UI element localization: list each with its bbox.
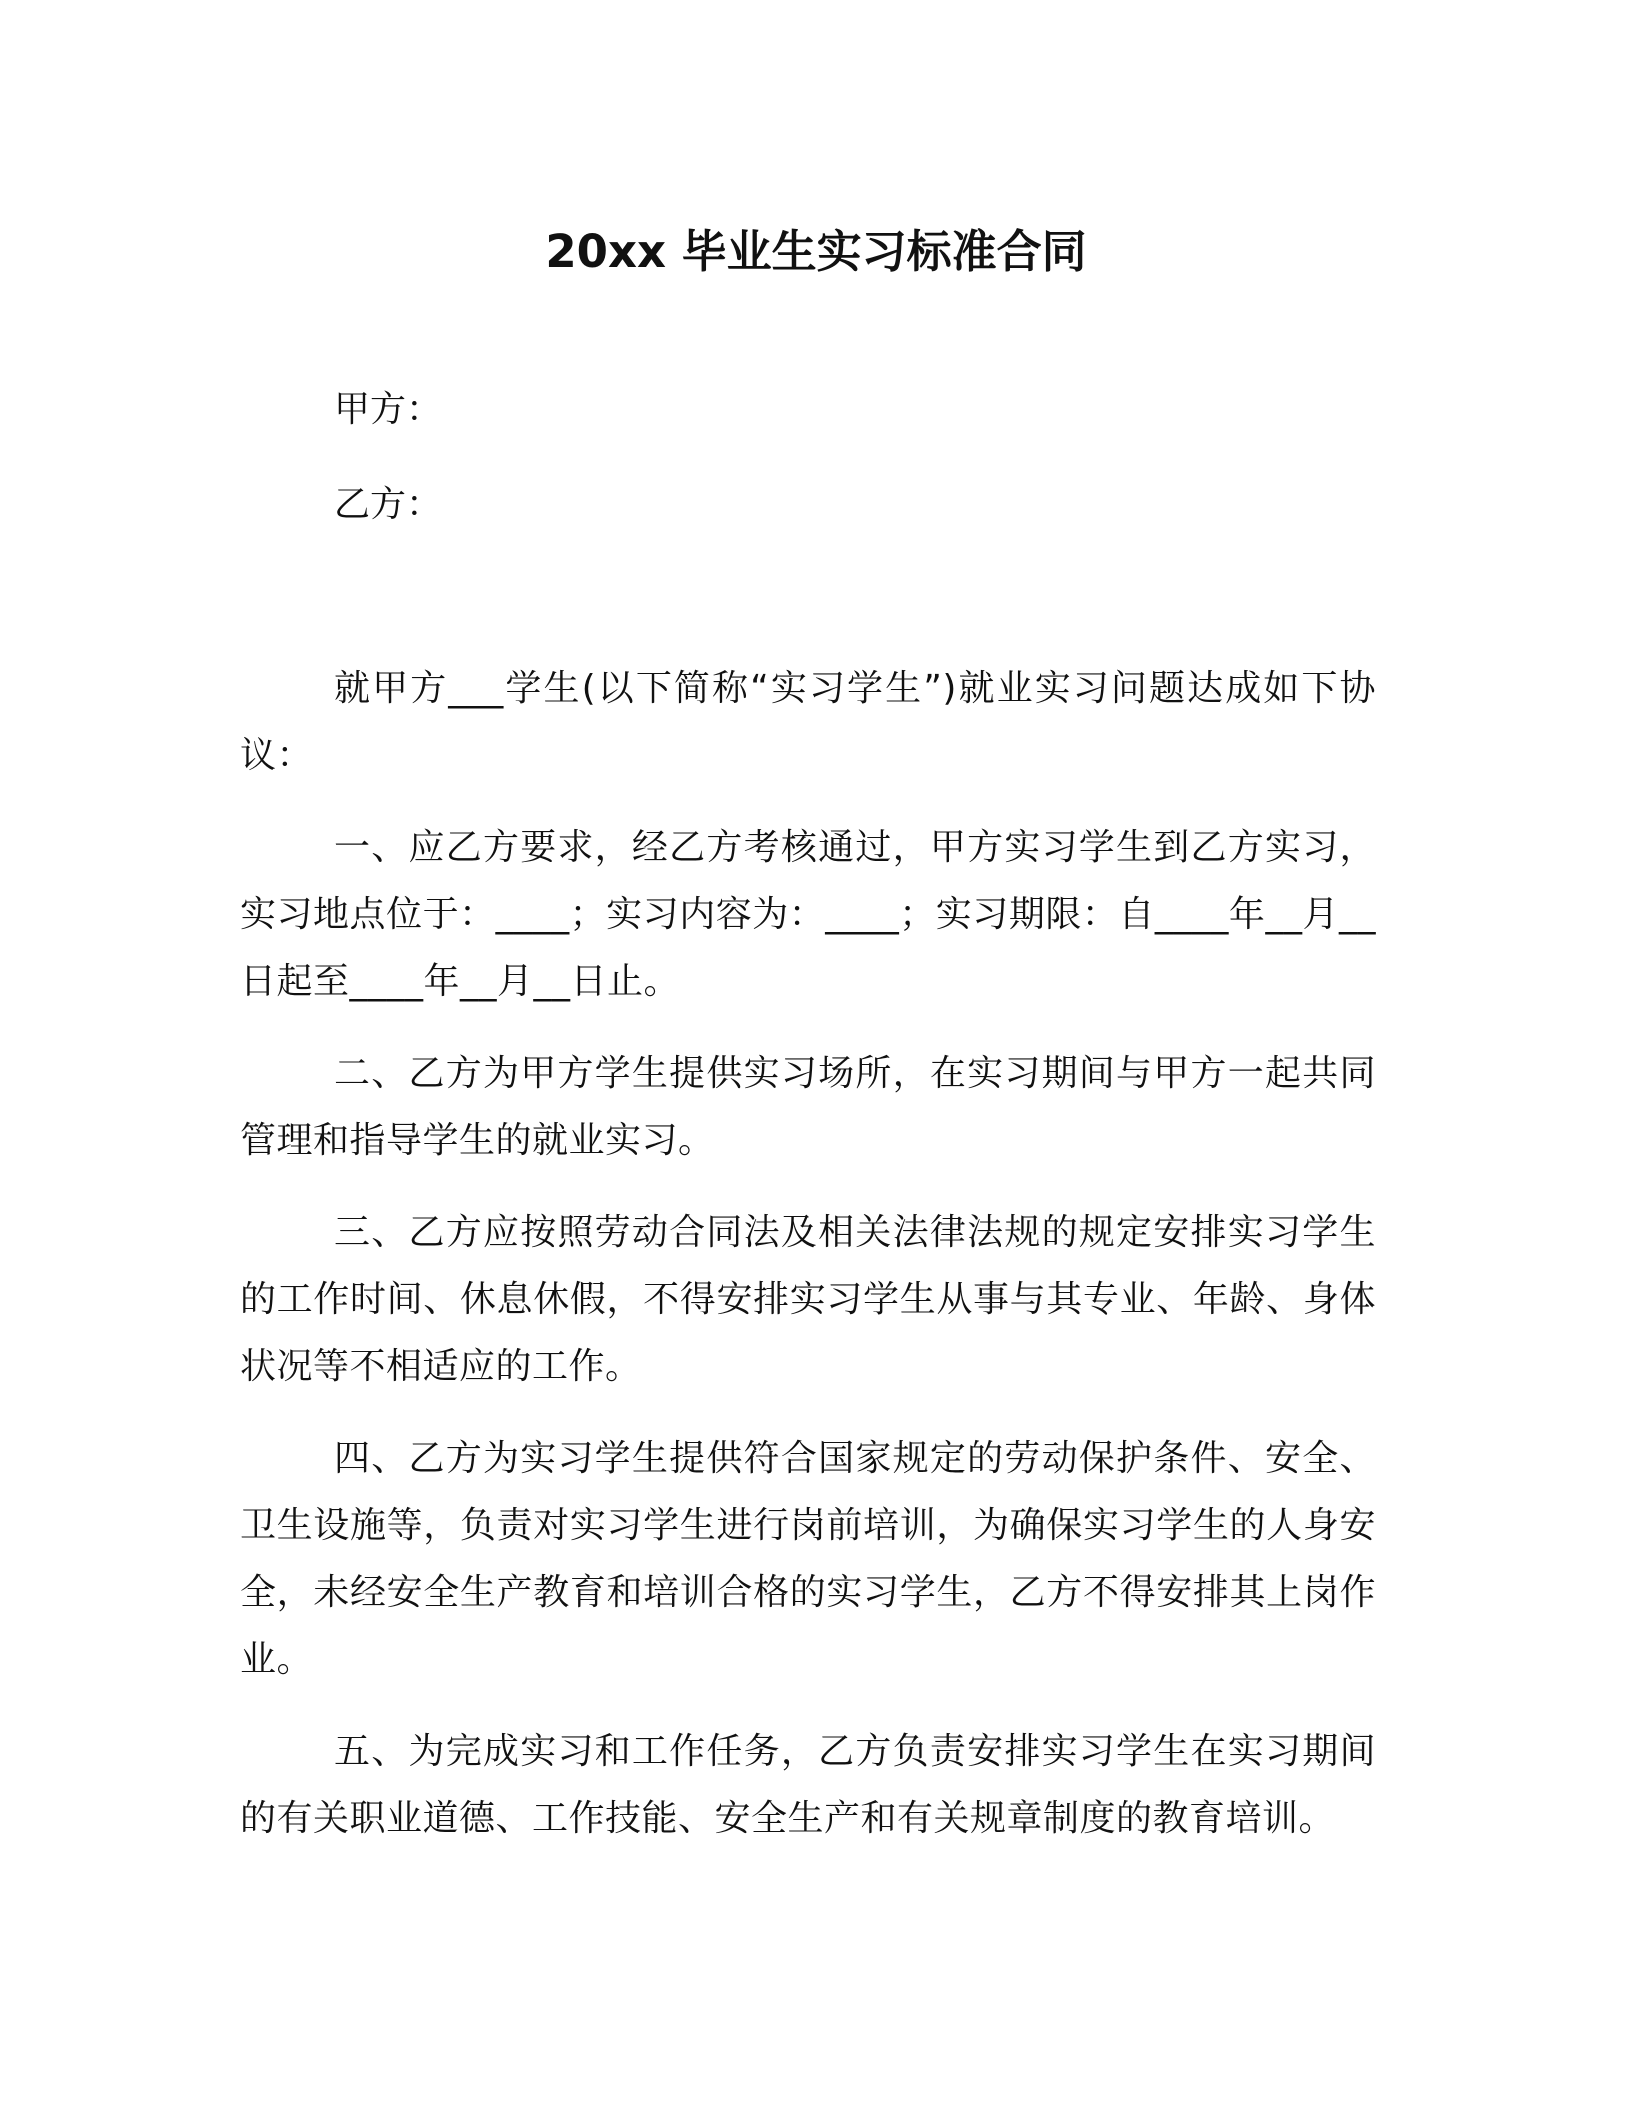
- clause-5: 五、为完成实习和工作任务，乙方负责安排实习学生在实习期间的有关职业道德、工作技能、安全生产和有关规章制度的教育培训。: [240, 1731, 1376, 1839]
- clause-1: 一、应乙方要求，经乙方考核通过，甲方实习学生到乙方实习，实习地点位于：____；实习内容为：____；实习期限：自____年__月__日起至____年__月__日止。: [240, 827, 1376, 1002]
- intro-paragraph: 就甲方___学生(以下简称“实习学生”)就业实习问题达成如下协议：: [240, 668, 1376, 776]
- clause-4: 四、乙方为实习学生提供符合国家规定的劳动保护条件、安全、卫生设施等，负责对实习学生进行岗前培训，为确保实习学生的人身安全，未经安全生产教育和培训合格的实习学生，乙方不得安排其上岗作业。: [240, 1438, 1376, 1680]
- document-title: 20xx 毕业生实习标准合同: [545, 225, 1087, 278]
- clause-2: 二、乙方为甲方学生提供实习场所，在实习期间与甲方一起共同管理和指导学生的就业实习。: [240, 1053, 1376, 1161]
- party-a-label: 甲方：: [334, 389, 443, 430]
- clause-3: 三、乙方应按照劳动合同法及相关法律法规的规定安排实习学生的工作时间、休息休假，不得安排实习学生从事与其专业、年龄、身体状况等不相适应的工作。: [240, 1212, 1376, 1387]
- party-b-label: 乙方：: [334, 484, 443, 525]
